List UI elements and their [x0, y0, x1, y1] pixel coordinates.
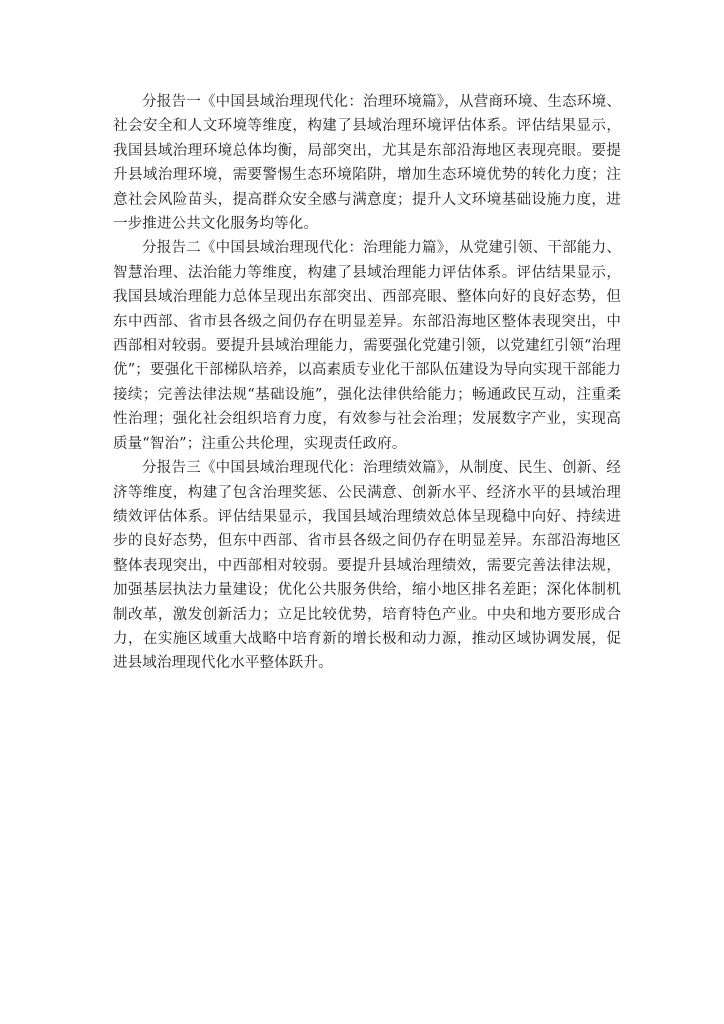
document-body: [113, 90, 621, 676]
paragraph-report-2: 分报告二《中国县域治理现代化：治理能力篇》，从党建引领、干部能力、智慧治理、法治能力等维度，构建了县域治理能力评估体系。评估结果显示，我国县域治理能力总体呈现出东部突出、西部亮眼、整体向好的良好态势，但东中西部、省市县各级之间仍存在明显差异。东部沿海地区整体表现突出，中西部相对较弱。要提升县域治理能力，需要强化党建引领，以党建红引领“治理优”；要强化干部梯队培养，以高素质专业化干部队伍建设为导向实现干部能力接续；完善法律法规“基础设施”，强化法律供给能力；畅通政民互动，注重柔性治理；强化社会组织培育力度，有效参与社会治理；发展数字产业，实现高质量“智治”；注重公共伦理，实现责任政府。: [113, 240, 621, 452]
paragraph-report-1: 分报告一《中国县域治理现代化：治理环境篇》，从营商环境、生态环境、社会安全和人文环境等维度，构建了县域治理环境评估体系。评估结果显示，我国县域治理环境总体均衡，局部突出，尤其是东部沿海地区表现亮眼。要提升县域治理环境，需要警惕生态环境陷阱，增加生态环境优势的转化力度；注意社会风险苗头，提高群众安全感与满意度；提升人文环境基础设施力度，进一步推进公共文化服务均等化。: [113, 94, 621, 233]
paragraph-report-3: 分报告三《中国县域治理现代化：治理绩效篇》，从制度、民生、创新、经济等维度，构建了包含治理奖惩、公民满意、创新水平、经济水平的县域治理绩效评估体系。评估结果显示，我国县域治理绩效总体呈现稳中向好、持续进步的良好态势，但东中西部、省市县各级之间仍存在明显差异。东部沿海地区整体表现突出，中西部相对较弱。要提升县域治理绩效，需要完善法律法规，加强基层执法力量建设；优化公共服务供给，缩小地区排名差距；深化体制机制改革，激发创新活力；立足比较优势，培育特色产业。中央和地方要形成合力，在实施区域重大战略中培育新的增长极和动力源，推动区域协调发展，促进县域治理现代化水平整体跃升。: [113, 460, 621, 672]
